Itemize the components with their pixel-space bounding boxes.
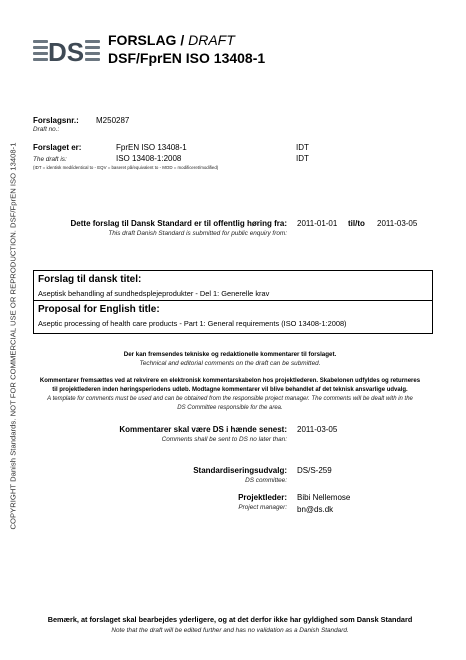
forslaget-code2: IDT — [296, 154, 309, 163]
title-box-divider — [34, 300, 432, 301]
comments-line3: til projektlederen inden høringsperiodens udløb. Modtagne kommentarer vil blive behandlet af det teknisk ansvarlige udvalg. — [52, 387, 408, 393]
manager-label-en: Project manager: — [238, 504, 287, 511]
comments-line1-en: Technical and editorial comments on the draft can be submitted. — [139, 360, 321, 367]
comments-line2: Kommentarer fremsættes ved at rekvirere en elektronisk kommentarskabelon hos projektlederen. Skabelonen udfyldes og returneres — [39, 378, 421, 384]
hearing-label-en: This draft Danish Standard is submitted for public enquiry from: — [108, 230, 287, 237]
comments-line4-en: A template for comments must be used and can be obtained from the responsible project manager. The comments will be dealt with in the — [47, 396, 413, 402]
comments-line1: Der kan fremsendes tekniske og redaktionelle kommentarer til forslaget. — [123, 351, 337, 358]
ds-logo-text: DS — [47, 37, 85, 65]
header-subtitle: DSF/FprEN ISO 13408-1 — [108, 50, 266, 66]
hearing-from: 2011-01-01 — [297, 219, 338, 228]
committee-label: Standardiseringsudvalg: — [193, 466, 287, 475]
title-forslag: FORSLAG / — [108, 32, 185, 48]
hearing-to: 2011-03-05 — [377, 219, 418, 228]
forslagsnr-value: M250287 — [96, 116, 130, 125]
deadline-label-en: Comments shall be sent to DS no later than: — [161, 436, 287, 443]
manager-label: Projektleder: — [238, 493, 287, 502]
comments-line5-en: DS Committee responsible for the area. — [177, 405, 283, 411]
en-title-heading: Proposal for English title: — [38, 304, 160, 315]
deadline-value: 2011-03-05 — [297, 425, 338, 434]
forslaget-value1: FprEN ISO 13408-1 — [116, 143, 187, 152]
forslaget-note: (IDT = identisk med/identical to - EQV = baseret på/equivalent to - MOD = modificeret/modified) — [33, 165, 219, 170]
hearing-label: Dette forslag til Dansk Standard er til offentlig høring fra: — [70, 219, 287, 228]
copyright-text: COPYRIGHT Danish Standards. NOT FOR COMMERCIAL USE OR REPRODUCTION. DSF/FprEN ISO 13408-1 — [8, 142, 18, 530]
forslaget-code1: IDT — [296, 143, 309, 152]
forslaget-label: Forslaget er: — [33, 143, 82, 152]
deadline-label: Kommentarer skal være DS i hænde senest: — [119, 425, 287, 434]
committee-value: DS/S-259 — [297, 466, 332, 475]
dk-title: Aseptisk behandling af sundhedsplejeprodukter - Del 1: Generelle krav — [38, 289, 270, 298]
copyright-sidebar — [0, 0, 26, 660]
ds-logo-graphic — [33, 37, 105, 65]
hearing-til: til/to — [348, 219, 365, 228]
forslaget-value2: ISO 13408-1:2008 — [116, 154, 182, 163]
committee-label-en: DS committee: — [245, 477, 287, 484]
footer-note-en: Note that the draft will be edited further and has no validation as a Danish Standard. — [111, 627, 349, 634]
header-title — [108, 32, 235, 48]
ds-logo — [33, 37, 105, 65]
forslagsnr-label-en: Draft no.: — [33, 126, 60, 133]
manager-name: Bibi Nellemose — [297, 493, 351, 502]
dk-title-heading: Forslag til dansk titel: — [38, 274, 142, 285]
title-draft: DRAFT — [188, 32, 235, 48]
title-box — [33, 270, 433, 334]
footer-note: Bemærk, at forslaget skal bearbejdes yderligere, og at det derfor ikke har gyldighed som Dansk Standard — [47, 615, 413, 624]
forslaget-label-en: The draft is: — [33, 156, 67, 163]
forslagsnr-label: Forslagsnr.: — [33, 116, 79, 125]
manager-email[interactable]: bn@ds.dk — [297, 505, 334, 514]
en-title: Aseptic processing of health care products - Part 1: General requirements (ISO 13408-1:2008) — [38, 319, 347, 328]
